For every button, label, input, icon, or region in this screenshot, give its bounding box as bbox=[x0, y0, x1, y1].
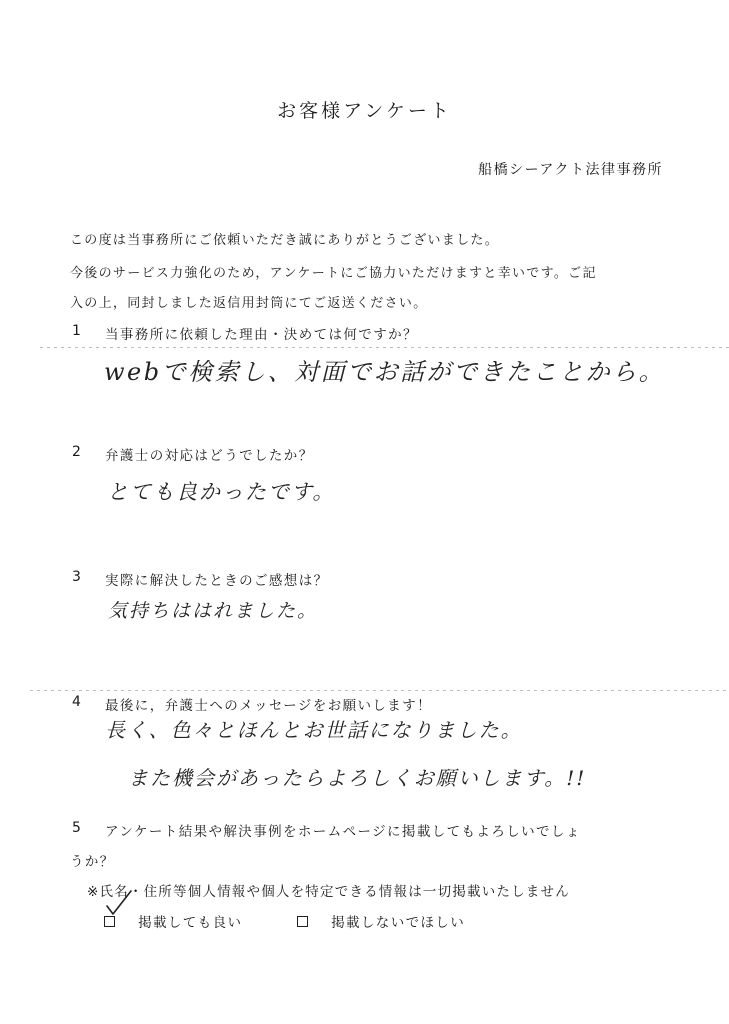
question-2-answer: とても良かったです。 bbox=[107, 480, 336, 504]
office-name: 船橋シーアクト法律事務所 bbox=[478, 162, 663, 178]
question-3-text: 実際に解決したときのご感想は？ bbox=[105, 573, 329, 589]
option-publish-no-label: 掲載しないでほしい bbox=[331, 915, 466, 931]
question-1-text: 当事務所に依頼した理由・決めては何ですか？ bbox=[105, 327, 418, 343]
question-3-number: 3 bbox=[72, 569, 81, 585]
scan-noise-line bbox=[40, 347, 729, 348]
question-5-text-line-1: アンケート結果や解決事例をホームページに掲載してもよろしいでしょ bbox=[105, 824, 581, 840]
option-publish-ok-label: 掲載しても良い bbox=[138, 915, 243, 931]
option-publish-no[interactable] bbox=[297, 911, 465, 931]
question-5-text-line-2: うか？ bbox=[70, 854, 115, 870]
question-1-number: 1 bbox=[72, 323, 81, 339]
question-4-number: 4 bbox=[72, 694, 81, 710]
scan-noise-line bbox=[30, 690, 729, 691]
question-2-number: 2 bbox=[72, 444, 81, 460]
question-4-answer-line-2: また機会があったらよろしくお願いします。!! bbox=[128, 766, 587, 790]
question-2-text: 弁護士の対応はどうでしたか？ bbox=[105, 448, 314, 464]
question-1-answer: webで検索し、対面でお話ができたことから。 bbox=[104, 358, 666, 386]
intro-line-2: 今後のサービス力強化のため，アンケートにご協力いただけますと幸いです。ご記 bbox=[70, 266, 597, 281]
intro-line-3: 入の上，同封しました返信用封筒にてご返送ください。 bbox=[70, 296, 428, 311]
page-title: お客様アンケート bbox=[277, 100, 452, 122]
question-3-answer: 気持ちははれました。 bbox=[108, 600, 319, 622]
question-4-text: 最後に，弁護士へのメッセージをお願いします！ bbox=[105, 698, 432, 714]
privacy-note: ※氏名・住所等個人情報や個人を特定できる情報は一切掲載いたしません bbox=[87, 884, 570, 900]
checkbox-unchecked-icon[interactable] bbox=[297, 916, 308, 927]
question-5-number: 5 bbox=[72, 820, 81, 836]
intro-line-1: この度は当事務所にご依頼いただき誠にありがとうございました。 bbox=[70, 233, 500, 248]
check-mark-icon bbox=[104, 888, 134, 918]
question-4-answer-line-1: 長く、色々とほんとお世話になりました。 bbox=[105, 718, 523, 742]
